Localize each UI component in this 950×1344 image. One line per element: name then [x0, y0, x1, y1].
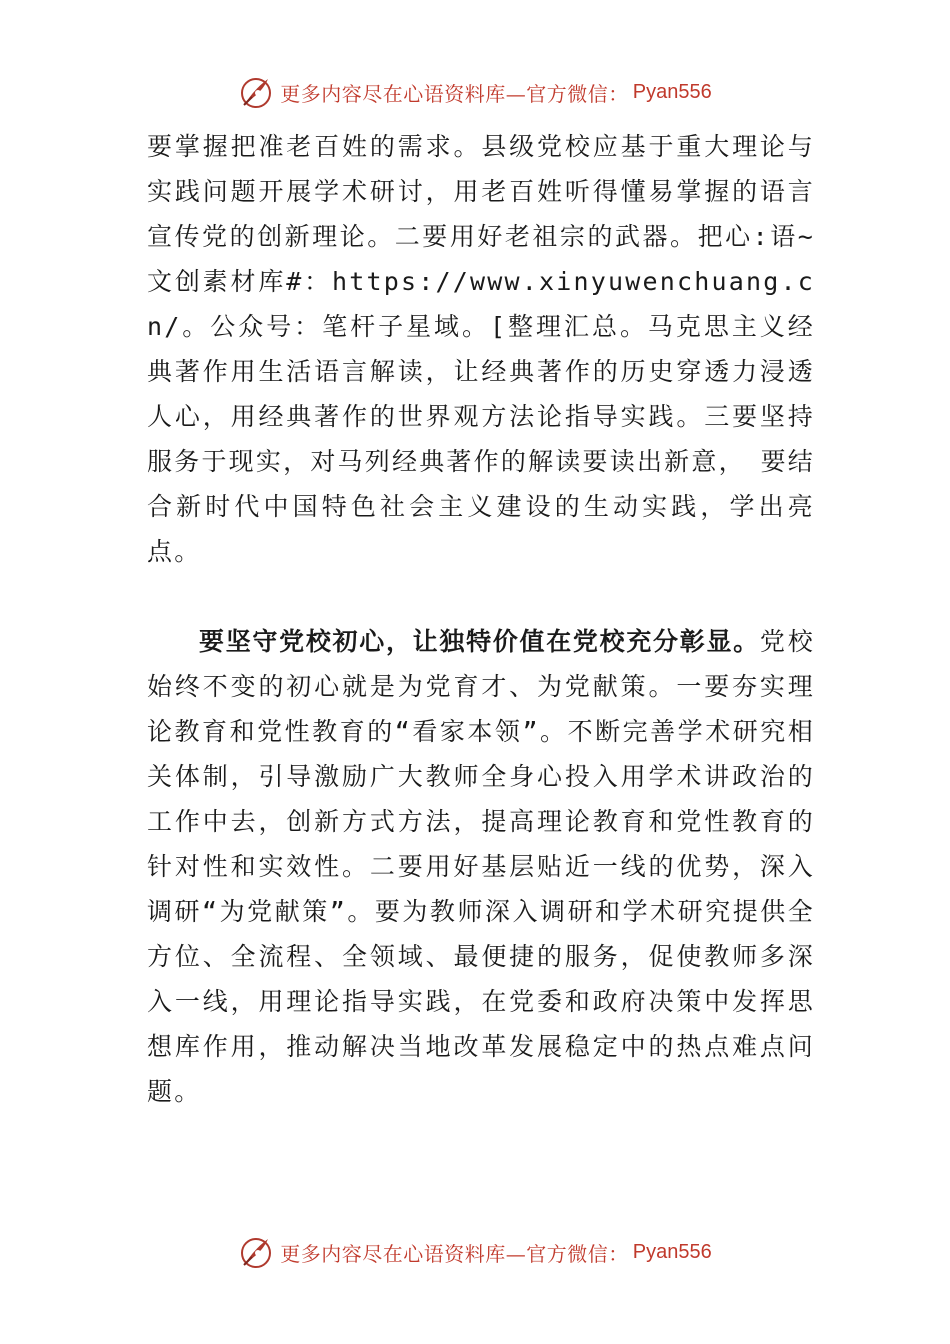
feather-quill-logo-icon — [238, 1234, 274, 1270]
paragraph-2-text: 党校始终不变的初心就是为党育才、为党献策。一要夯实理论教育和党性教育的“看家本领”。不断完善学术研究相关体制，引导激励广大教师全身心投入用学术讲政治的工作中去，创新方式方法，提高理论教育和党性教育的针对性和实效性。二要用好基层贴近一线的优势，深入调研“为党献策”。要为教师深入调研和学术研究提供全方位、全流程、全领域、最便捷的服务，促使教师多深入一线，用理论指导实践，在党委和政府决策中发挥思想库作用，推动解决当地改革发展稳定中的热点难点问题。 — [147, 627, 815, 1106]
footer-banner-text: 更多内容尽在心语资料库—官方微信： — [280, 1241, 629, 1266]
footer-wechat-handle: Pyan556 — [632, 1240, 712, 1263]
paragraph-2-heading: 要坚守党校初心，让独特价值在党校充分彰显。 — [199, 627, 760, 656]
header-wechat-handle: Pyan556 — [632, 80, 712, 103]
document-body — [147, 124, 815, 1114]
paragraph-1: 要掌握把准老百姓的需求。县级党校应基于重大理论与实践问题开展学术研讨，用老百姓听得懂易掌握的语言宣传党的创新理论。二要用好老祖宗的武器。把心:语~文创素材库#：https://www.xinyuwenchuang.cn/。公众号：笔杆子星域。[整理汇总。马克思主义经典著作用生活语言解读，让经典著作的历史穿透力浸透人心，用经典著作的世界观方法论指导实践。三要坚持服务于现实，对马列经典著作的解读要读出新意， 要结合新时代中国特色社会主义建设的生动实践，学出亮点。 — [147, 132, 815, 566]
header-banner-text: 更多内容尽在心语资料库—官方微信： — [280, 81, 629, 106]
header-banner — [0, 70, 950, 114]
paragraph-2 — [147, 619, 815, 1114]
feather-quill-logo-icon — [238, 74, 274, 110]
footer-banner — [0, 1230, 950, 1274]
